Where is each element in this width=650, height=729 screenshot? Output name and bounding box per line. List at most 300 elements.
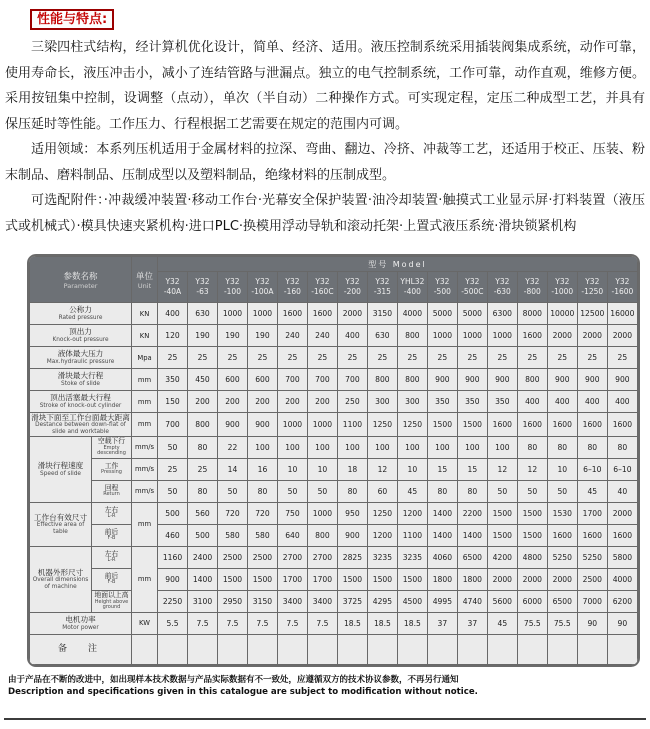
value-cell: 100 bbox=[337, 436, 367, 458]
value-cell bbox=[427, 634, 457, 664]
value-cell: 4740 bbox=[457, 590, 487, 612]
value-cell: 2700 bbox=[277, 546, 307, 568]
param-sub-label: 空载下行 Empty descending bbox=[92, 436, 132, 458]
value-cell: 200 bbox=[247, 391, 277, 413]
spec-row-3 bbox=[30, 369, 638, 391]
footer-note-zh: 由于产品在不断的改进中，如出现样本技术数据与产品实际数据有不一致处，应遵循双方的技术协议参数，不再另行通知 bbox=[8, 674, 459, 685]
value-cell: 4000 bbox=[607, 568, 637, 590]
value-cell: 1000 bbox=[247, 303, 277, 325]
param-sub-label: 前后 F-B bbox=[92, 524, 132, 546]
spec-row-11 bbox=[30, 546, 638, 568]
param-sub-label: 左右 L-R bbox=[92, 546, 132, 568]
value-cell: 3150 bbox=[247, 590, 277, 612]
section-title: 性能与特点: bbox=[37, 12, 108, 27]
value-cell: 2950 bbox=[217, 590, 247, 612]
value-cell: 1800 bbox=[457, 568, 487, 590]
value-cell: 4200 bbox=[487, 546, 517, 568]
value-cell: 25 bbox=[277, 347, 307, 369]
footer-note bbox=[8, 674, 650, 699]
value-cell: 1700 bbox=[307, 568, 337, 590]
value-cell: 7.5 bbox=[247, 612, 277, 634]
spec-row-4 bbox=[30, 391, 638, 413]
value-cell: 80 bbox=[427, 480, 457, 502]
value-cell: 18.5 bbox=[337, 612, 367, 634]
value-cell: 400 bbox=[337, 325, 367, 347]
model-col-2: Y32 -100 bbox=[217, 272, 247, 303]
value-cell: 5250 bbox=[577, 546, 607, 568]
value-cell: 2500 bbox=[217, 546, 247, 568]
value-cell: 2000 bbox=[607, 325, 637, 347]
value-cell bbox=[337, 634, 367, 664]
value-cell: 2000 bbox=[577, 325, 607, 347]
param-group-label: 机器外形尺寸 Overall dimensions of machine bbox=[30, 546, 92, 612]
unit-cell: mm bbox=[132, 413, 158, 437]
value-cell: 400 bbox=[607, 391, 637, 413]
param-label: 滑块最大行程 Stoke of slide bbox=[30, 369, 132, 391]
param-group-label: 滑块行程速度 Speed of slide bbox=[30, 436, 92, 502]
value-cell: 400 bbox=[547, 391, 577, 413]
spec-row-10 bbox=[30, 524, 638, 546]
param-sub-label: 回程 Return bbox=[92, 480, 132, 502]
value-cell: 50 bbox=[158, 436, 188, 458]
value-cell: 580 bbox=[247, 524, 277, 546]
value-cell bbox=[457, 634, 487, 664]
param-label: 液体最大压力 Max.hydraulic pressure bbox=[30, 347, 132, 369]
value-cell: 1500 bbox=[427, 413, 457, 437]
value-cell: 1600 bbox=[517, 413, 547, 437]
value-cell: 1000 bbox=[487, 325, 517, 347]
value-cell: 1500 bbox=[487, 524, 517, 546]
value-cell bbox=[217, 634, 247, 664]
value-cell: 580 bbox=[217, 524, 247, 546]
value-cell: 400 bbox=[517, 391, 547, 413]
value-cell: 25 bbox=[217, 347, 247, 369]
value-cell: 1400 bbox=[427, 502, 457, 524]
value-cell: 25 bbox=[158, 347, 188, 369]
value-cell: 1250 bbox=[367, 502, 397, 524]
value-cell: 1200 bbox=[397, 502, 427, 524]
param-label: 顶出活塞最大行程 Stroke of knock-out cylinder bbox=[30, 391, 132, 413]
value-cell: 3150 bbox=[367, 303, 397, 325]
value-cell: 1500 bbox=[517, 502, 547, 524]
value-cell: 900 bbox=[457, 369, 487, 391]
value-cell: 100 bbox=[427, 436, 457, 458]
model-col-7: Y32 -315 bbox=[367, 272, 397, 303]
param-label: 电机功率 Motor power bbox=[30, 612, 132, 634]
value-cell: 25 bbox=[337, 347, 367, 369]
value-cell: 45 bbox=[397, 480, 427, 502]
value-cell: 900 bbox=[487, 369, 517, 391]
value-cell: 700 bbox=[158, 413, 188, 437]
value-cell: 460 bbox=[158, 524, 188, 546]
value-cell: 25 bbox=[247, 347, 277, 369]
spec-table bbox=[29, 256, 638, 665]
value-cell: 450 bbox=[188, 369, 218, 391]
unit-cell: mm/s bbox=[132, 436, 158, 458]
value-cell: 80 bbox=[517, 436, 547, 458]
value-cell: 1500 bbox=[217, 568, 247, 590]
value-cell: 6000 bbox=[517, 590, 547, 612]
value-cell: 6300 bbox=[487, 303, 517, 325]
param-sub-label: 地面以上高 Height above ground bbox=[92, 590, 132, 612]
unit-cell: KN bbox=[132, 303, 158, 325]
value-cell: 16000 bbox=[607, 303, 637, 325]
optional-accessories-paragraph: 可选配附件：·冲裁缓冲装置·移动工作台·光幕安全保护装置·油冷却装置·触摸式工业显示屏·打料装置（液压式或机械式）·模具快速夹紧机构·进口PLC·换模用浮动导轨和滚动托架·上置式液压系统·滑块锁紧机构 bbox=[5, 193, 645, 234]
unit-cell: mm/s bbox=[132, 480, 158, 502]
value-cell: 5.5 bbox=[158, 612, 188, 634]
value-cell: 1600 bbox=[547, 524, 577, 546]
value-cell: 2000 bbox=[337, 303, 367, 325]
model-col-1: Y32 -63 bbox=[188, 272, 218, 303]
value-cell: 900 bbox=[607, 369, 637, 391]
unit-cell: mm bbox=[132, 391, 158, 413]
value-cell: 45 bbox=[577, 480, 607, 502]
value-cell: 4500 bbox=[397, 590, 427, 612]
spec-row-5 bbox=[30, 413, 638, 437]
value-cell: 80 bbox=[607, 436, 637, 458]
value-cell: 12 bbox=[487, 458, 517, 480]
value-cell bbox=[188, 634, 218, 664]
value-cell: 75.5 bbox=[547, 612, 577, 634]
value-cell: 100 bbox=[277, 436, 307, 458]
value-cell: 18.5 bbox=[397, 612, 427, 634]
model-col-4: Y32 -160 bbox=[277, 272, 307, 303]
value-cell: 12 bbox=[517, 458, 547, 480]
value-cell: 2400 bbox=[188, 546, 218, 568]
value-cell: 1600 bbox=[277, 303, 307, 325]
model-col-9: Y32 -500 bbox=[427, 272, 457, 303]
model-col-11: Y32 -630 bbox=[487, 272, 517, 303]
value-cell: 2000 bbox=[487, 568, 517, 590]
param-sub-label: 左右 L-R bbox=[92, 502, 132, 524]
value-cell: 560 bbox=[188, 502, 218, 524]
value-cell: 5000 bbox=[457, 303, 487, 325]
value-cell: 900 bbox=[247, 413, 277, 437]
value-cell: 7.5 bbox=[307, 612, 337, 634]
value-cell: 2000 bbox=[517, 568, 547, 590]
value-cell: 25 bbox=[188, 347, 218, 369]
value-cell: 630 bbox=[188, 303, 218, 325]
param-sub-label: 工作 Pressing bbox=[92, 458, 132, 480]
value-cell: 10 bbox=[547, 458, 577, 480]
value-cell: 900 bbox=[427, 369, 457, 391]
value-cell: 2000 bbox=[607, 502, 637, 524]
value-cell: 12 bbox=[367, 458, 397, 480]
spec-row-0 bbox=[30, 303, 638, 325]
value-cell: 640 bbox=[277, 524, 307, 546]
value-cell: 12500 bbox=[577, 303, 607, 325]
value-cell: 100 bbox=[367, 436, 397, 458]
model-col-13: Y32 -1000 bbox=[547, 272, 577, 303]
unit-cell: KW bbox=[132, 612, 158, 634]
value-cell: 75.5 bbox=[517, 612, 547, 634]
value-cell: 1000 bbox=[457, 325, 487, 347]
value-cell: 80 bbox=[547, 436, 577, 458]
value-cell: 3400 bbox=[277, 590, 307, 612]
value-cell: 100 bbox=[247, 436, 277, 458]
spec-row-8 bbox=[30, 480, 638, 502]
value-cell: 800 bbox=[397, 325, 427, 347]
value-cell: 900 bbox=[547, 369, 577, 391]
value-cell: 5800 bbox=[607, 546, 637, 568]
value-cell: 700 bbox=[307, 369, 337, 391]
value-cell: 630 bbox=[367, 325, 397, 347]
value-cell: 4995 bbox=[427, 590, 457, 612]
value-cell: 10 bbox=[277, 458, 307, 480]
model-col-15: Y32 -1600 bbox=[607, 272, 637, 303]
param-label: 公称力 Rated pressure bbox=[30, 303, 132, 325]
unit-cell: mm bbox=[132, 369, 158, 391]
value-cell: 3725 bbox=[337, 590, 367, 612]
spec-row-14 bbox=[30, 612, 638, 634]
value-cell: 120 bbox=[158, 325, 188, 347]
value-cell: 50 bbox=[277, 480, 307, 502]
value-cell: 1000 bbox=[307, 413, 337, 437]
value-cell: 950 bbox=[337, 502, 367, 524]
section-title-badge bbox=[30, 9, 114, 30]
value-cell: 2700 bbox=[307, 546, 337, 568]
value-cell: 6–10 bbox=[577, 458, 607, 480]
value-cell: 7.5 bbox=[277, 612, 307, 634]
value-cell: 700 bbox=[337, 369, 367, 391]
value-cell: 3100 bbox=[188, 590, 218, 612]
value-cell: 100 bbox=[487, 436, 517, 458]
value-cell: 1250 bbox=[397, 413, 427, 437]
spec-row-1 bbox=[30, 325, 638, 347]
value-cell: 60 bbox=[367, 480, 397, 502]
value-cell bbox=[397, 634, 427, 664]
value-cell: 800 bbox=[517, 369, 547, 391]
value-cell: 25 bbox=[457, 347, 487, 369]
value-cell bbox=[367, 634, 397, 664]
value-cell bbox=[607, 634, 637, 664]
value-cell: 200 bbox=[307, 391, 337, 413]
value-cell: 200 bbox=[217, 391, 247, 413]
unit-cell: KN bbox=[132, 325, 158, 347]
param-header: 参数名称 Parameter bbox=[30, 257, 132, 303]
value-cell: 25 bbox=[577, 347, 607, 369]
value-cell: 2825 bbox=[337, 546, 367, 568]
value-cell: 10 bbox=[397, 458, 427, 480]
value-cell: 240 bbox=[307, 325, 337, 347]
value-cell: 350 bbox=[427, 391, 457, 413]
value-cell: 200 bbox=[188, 391, 218, 413]
value-cell: 7.5 bbox=[217, 612, 247, 634]
value-cell: 4000 bbox=[397, 303, 427, 325]
value-cell: 240 bbox=[277, 325, 307, 347]
value-cell: 350 bbox=[457, 391, 487, 413]
value-cell: 1100 bbox=[397, 524, 427, 546]
table-header-row bbox=[30, 257, 638, 272]
spec-row-12 bbox=[30, 568, 638, 590]
value-cell: 600 bbox=[247, 369, 277, 391]
value-cell: 500 bbox=[188, 524, 218, 546]
spec-row-2 bbox=[30, 347, 638, 369]
value-cell: 150 bbox=[158, 391, 188, 413]
value-cell: 720 bbox=[247, 502, 277, 524]
value-cell: 25 bbox=[307, 347, 337, 369]
value-cell: 15 bbox=[457, 458, 487, 480]
features-paragraph: 三梁四柱式结构，经计算机优化设计，简单、经济、适用。液压控制系统采用插装阀集成系统，动作可靠，使用寿命长，液压冲击小，减小了连结管路与泄漏点。独立的电气控制系统，工作可靠，动作直观，维修方便。采用按钮集中控制，设调整（点动），单次（半自动）二种操作方式。可实现定程，定压二种成型工艺，并具有保压延时等性能。工作压力、行程根据工艺需要在规定的范围内可调。 bbox=[5, 40, 645, 132]
value-cell: 2000 bbox=[547, 568, 577, 590]
value-cell: 100 bbox=[307, 436, 337, 458]
value-cell: 1160 bbox=[158, 546, 188, 568]
value-cell: 15 bbox=[427, 458, 457, 480]
value-cell bbox=[307, 634, 337, 664]
param-label: 备 注 bbox=[30, 634, 132, 664]
value-cell: 1500 bbox=[397, 568, 427, 590]
value-cell: 18 bbox=[337, 458, 367, 480]
param-sub-label: 前后 F-B bbox=[92, 568, 132, 590]
value-cell: 1600 bbox=[577, 524, 607, 546]
value-cell: 2500 bbox=[577, 568, 607, 590]
value-cell: 10000 bbox=[547, 303, 577, 325]
value-cell: 200 bbox=[277, 391, 307, 413]
spec-row-9 bbox=[30, 502, 638, 524]
param-group-label: 工作台有效尺寸 Effective area of table bbox=[30, 502, 92, 546]
value-cell: 37 bbox=[457, 612, 487, 634]
value-cell: 350 bbox=[158, 369, 188, 391]
value-cell: 80 bbox=[337, 480, 367, 502]
value-cell: 18.5 bbox=[367, 612, 397, 634]
value-cell: 800 bbox=[397, 369, 427, 391]
value-cell: 500 bbox=[158, 502, 188, 524]
value-cell: 50 bbox=[158, 480, 188, 502]
value-cell: 6500 bbox=[457, 546, 487, 568]
value-cell: 250 bbox=[337, 391, 367, 413]
value-cell: 1250 bbox=[367, 413, 397, 437]
value-cell: 1600 bbox=[577, 413, 607, 437]
value-cell: 2250 bbox=[158, 590, 188, 612]
value-cell: 7000 bbox=[577, 590, 607, 612]
value-cell: 50 bbox=[517, 480, 547, 502]
value-cell bbox=[247, 634, 277, 664]
value-cell: 6500 bbox=[547, 590, 577, 612]
model-col-5: Y32 -160C bbox=[307, 272, 337, 303]
footer-note-en: Description and specifications given in this catalogue are subject to modification without notice. bbox=[8, 687, 478, 698]
value-cell: 14 bbox=[217, 458, 247, 480]
value-cell: 1200 bbox=[367, 524, 397, 546]
value-cell: 80 bbox=[577, 436, 607, 458]
value-cell: 1500 bbox=[367, 568, 397, 590]
value-cell: 400 bbox=[577, 391, 607, 413]
value-cell: 1700 bbox=[577, 502, 607, 524]
unit-cell: mm/s bbox=[132, 458, 158, 480]
value-cell: 3235 bbox=[367, 546, 397, 568]
value-cell: 80 bbox=[188, 436, 218, 458]
value-cell: 1500 bbox=[487, 502, 517, 524]
value-cell: 10 bbox=[307, 458, 337, 480]
value-cell: 1500 bbox=[247, 568, 277, 590]
spec-row-13 bbox=[30, 590, 638, 612]
model-col-10: Y32 -500C bbox=[457, 272, 487, 303]
value-cell bbox=[547, 634, 577, 664]
value-cell: 1000 bbox=[217, 303, 247, 325]
value-cell: 16 bbox=[247, 458, 277, 480]
value-cell: 25 bbox=[487, 347, 517, 369]
value-cell: 4295 bbox=[367, 590, 397, 612]
value-cell: 6–10 bbox=[607, 458, 637, 480]
value-cell bbox=[487, 634, 517, 664]
value-cell: 7.5 bbox=[188, 612, 218, 634]
unit-header: 单位 Unit bbox=[132, 257, 158, 303]
value-cell: 1700 bbox=[277, 568, 307, 590]
value-cell: 100 bbox=[457, 436, 487, 458]
value-cell: 5250 bbox=[547, 546, 577, 568]
model-col-12: Y32 -800 bbox=[517, 272, 547, 303]
value-cell: 1600 bbox=[607, 413, 637, 437]
value-cell: 50 bbox=[487, 480, 517, 502]
value-cell: 25 bbox=[397, 347, 427, 369]
value-cell: 900 bbox=[158, 568, 188, 590]
value-cell bbox=[517, 634, 547, 664]
value-cell: 1500 bbox=[457, 413, 487, 437]
model-header: 型号 Model bbox=[158, 257, 638, 272]
value-cell: 900 bbox=[337, 524, 367, 546]
value-cell: 80 bbox=[188, 480, 218, 502]
value-cell: 3400 bbox=[307, 590, 337, 612]
value-cell: 3235 bbox=[397, 546, 427, 568]
value-cell bbox=[158, 634, 188, 664]
value-cell: 25 bbox=[517, 347, 547, 369]
value-cell: 750 bbox=[277, 502, 307, 524]
value-cell: 350 bbox=[487, 391, 517, 413]
value-cell: 700 bbox=[277, 369, 307, 391]
value-cell: 1500 bbox=[337, 568, 367, 590]
value-cell: 2000 bbox=[547, 325, 577, 347]
application-paragraph: 适用领域：本系列压机适用于金属材料的拉深、弯曲、翻边、冷挤、冲裁等工艺，还适用于校正、压装、粉末制品、磨料制品、压制成型以及塑料制品，绝缘材料的压制成型。 bbox=[5, 142, 645, 183]
value-cell: 4060 bbox=[427, 546, 457, 568]
spec-row-7 bbox=[30, 458, 638, 480]
value-cell: 1000 bbox=[427, 325, 457, 347]
value-cell: 720 bbox=[217, 502, 247, 524]
value-cell: 37 bbox=[427, 612, 457, 634]
value-cell bbox=[577, 634, 607, 664]
value-cell: 25 bbox=[367, 347, 397, 369]
value-cell: 5000 bbox=[427, 303, 457, 325]
value-cell: 90 bbox=[607, 612, 637, 634]
value-cell: 1600 bbox=[487, 413, 517, 437]
value-cell: 600 bbox=[217, 369, 247, 391]
value-cell: 190 bbox=[217, 325, 247, 347]
value-cell: 1600 bbox=[607, 524, 637, 546]
value-cell: 4800 bbox=[517, 546, 547, 568]
value-cell: 25 bbox=[158, 458, 188, 480]
value-cell: 800 bbox=[307, 524, 337, 546]
value-cell: 50 bbox=[217, 480, 247, 502]
value-cell bbox=[277, 634, 307, 664]
value-cell: 5600 bbox=[487, 590, 517, 612]
value-cell: 900 bbox=[577, 369, 607, 391]
value-cell: 1600 bbox=[547, 413, 577, 437]
unit-cell: mm bbox=[132, 546, 158, 612]
value-cell: 1100 bbox=[337, 413, 367, 437]
value-cell: 25 bbox=[547, 347, 577, 369]
value-cell: 25 bbox=[607, 347, 637, 369]
value-cell: 900 bbox=[217, 413, 247, 437]
model-col-3: Y32 -100A bbox=[247, 272, 277, 303]
value-cell: 400 bbox=[158, 303, 188, 325]
param-label: 顶出力 Knock-out pressure bbox=[30, 325, 132, 347]
model-col-6: Y32 -200 bbox=[337, 272, 367, 303]
value-cell: 45 bbox=[487, 612, 517, 634]
value-cell: 80 bbox=[247, 480, 277, 502]
value-cell: 1400 bbox=[188, 568, 218, 590]
param-label: 滑块下面至工作台面最大距离 Destance between down-flat of slide and worktable bbox=[31, 413, 130, 436]
spec-table-wrapper bbox=[27, 254, 640, 667]
value-cell: 25 bbox=[188, 458, 218, 480]
value-cell: 1800 bbox=[427, 568, 457, 590]
